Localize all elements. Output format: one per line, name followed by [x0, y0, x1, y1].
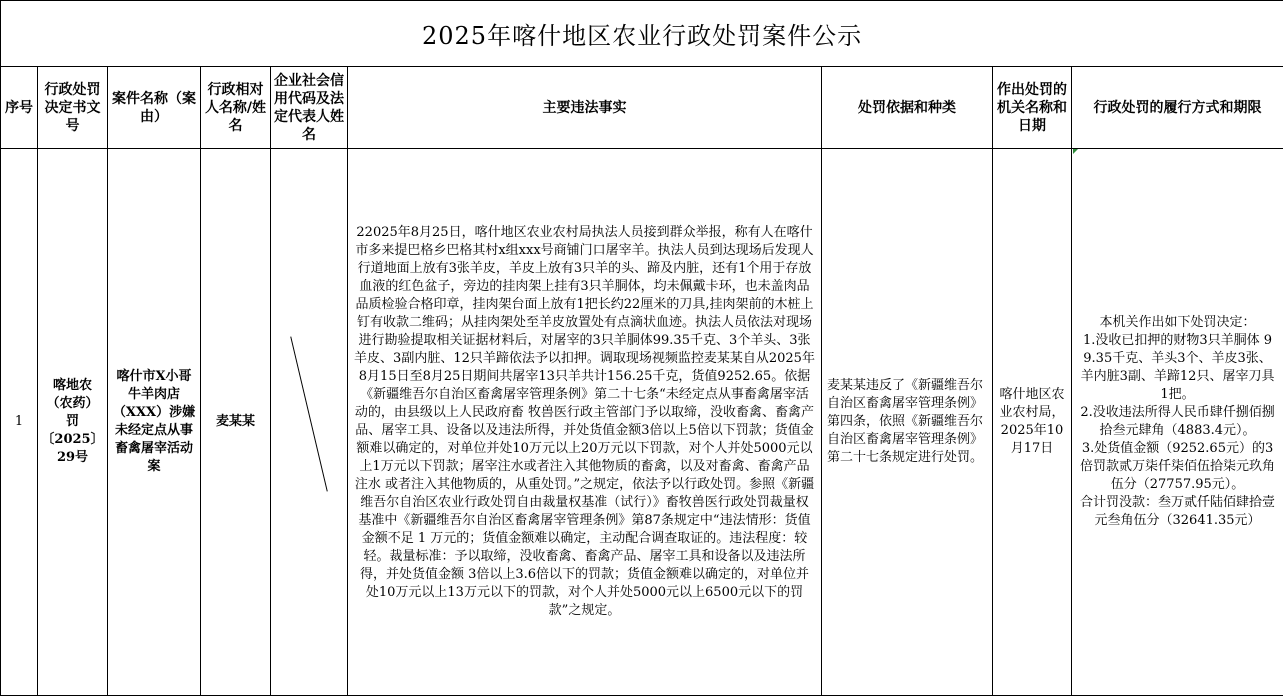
header-party-label: 行政相对人名称/姓名: [201, 81, 270, 135]
header-row: [1, 67, 1283, 149]
header-perform-label: 行政处罚的履行方式和期限: [1072, 99, 1283, 117]
diagonal-slash-mark: [271, 149, 347, 695]
cell-facts: [348, 149, 822, 696]
header-facts-label: 主要违法事实: [348, 99, 821, 117]
header-facts: [348, 67, 822, 149]
perform-line: 3.处货值金额（9252.65元）的3倍罚款贰万柒仟柒佰伍拾柒元玖角伍分（27757.95元）。: [1078, 440, 1277, 494]
header-organ-label: 作出处罚的机关名称和日期: [993, 81, 1071, 135]
header-seq-label: 序号: [1, 99, 37, 117]
cell-case-name: 喀什市X小哥牛羊肉店（XXX）涉嫌未经定点从事畜禽屠宰活动案: [108, 149, 201, 696]
cell-seq: 1: [1, 149, 38, 696]
cell-party: 麦某某: [201, 149, 271, 696]
header-doc-no: [38, 67, 108, 149]
header-case-name: [108, 67, 201, 149]
header-perform: [1072, 67, 1283, 149]
table-row: [1, 149, 1283, 696]
cell-perform: [1072, 149, 1283, 696]
cell-credit-empty: [271, 149, 348, 696]
header-organ: [993, 67, 1072, 149]
header-credit-label: 企业社会信用代码及法定代表人姓名: [271, 72, 347, 144]
header-case-name-label: 案件名称（案由）: [108, 90, 200, 126]
perform-line: 合计罚没款：叁万贰仟陆佰肆拾壹元叁角伍分（32641.35元）: [1078, 494, 1277, 530]
page-title: 2025年喀什地区农业行政处罚案件公示: [1, 1, 1283, 67]
perform-line: 本机关作出如下处罚决定：: [1078, 314, 1277, 332]
cell-basis: 麦某某违反了《新疆维吾尔自治区畜禽屠宰管理条例》第四条，依照《新疆维吾尔自治区畜禽屠宰管理条例》第二十七条规定进行处罚。: [822, 149, 993, 696]
cell-comment-marker-icon: [1073, 149, 1078, 154]
cell-doc-no: 喀地农（农药）罚〔2025〕29号: [38, 149, 108, 696]
header-party: [201, 67, 271, 149]
header-doc-no-label: 行政处罚决定书文号: [38, 81, 107, 135]
facts-text: 22025年8月25日，喀什地区农业农村局执法人员接到群众举报，称有人在喀什市多来提巴格乡巴格其村x组xxx号商铺门口屠宰羊。执法人员到达现场后发现人行道地面上放有3张羊皮，羊皮上放有3只羊的头、蹄及内脏，还有1个用于存放血液的红色盆子，旁边的挂肉架上挂有3只羊胴体，均未佩戴卡环，也未盖肉品品质检验合格印章，挂肉架台面上放有1把长约22厘米的刀具,挂肉架前的木桩上钉有收款二维码；从挂肉架处至羊皮放置处有点滴状血迹。执法人员依法对现场进行勘验提取相关证据材料后，对屠宰的3只羊胴体99.35千克、3个羊头、3张羊皮、3副内脏、12只羊蹄依法予以扣押。调取现场视频监控麦某某自从2025年8月15日至8月25日期间共屠宰13只羊共计156.25千克，货值9252.65。依据《新疆维吾尔自治区畜禽屠宰管理条例》第二十七条“未经定点从事畜禽屠宰活动的，由县级以上人民政府畜 牧兽医行政主管部门予以取缔，没收畜禽、畜禽产品、屠宰工具、设备以及违法所得，并处货值金额3倍以上5倍以下罚款；货值金额难以确定的，对单位并处10万元以上20万元以下罚款，对个人并处5000元以上1万元以下罚款；屠宰注水或者注入其他物质的畜禽，以及对畜禽、畜禽产品注水 或者注入其他物质的，从重处罚。”之规定，依法予以行政处罚。参照《新疆维吾尔自治区农业行政处罚自由裁量权基准（试行）》畜牧兽医行政处罚裁量权基准中《新疆维吾尔自治区畜禽屠宰管理条例》第87条规定中“违法情形：货值金额不足 1 万元的；货值金额难以确定，主动配合调查取证的。违法程度：较轻。裁量标准：予以取缔，没收畜禽、畜禽产品、屠宰工具和设备以及违法所得，并处货值金额 3倍以上3.6倍以下的罚款；货值金额难以确定的，对单位并处10万元以上13万元以下的罚款，对个人并处5000元以上6500元以下的罚款”之规定。: [354, 224, 815, 620]
perform-line: 2.没收违法所得人民币肆仟捌佰捌拾叁元肆角（4883.4元）。: [1078, 404, 1277, 440]
header-basis: [822, 67, 993, 149]
perform-line: 1.没收已扣押的财物3只羊胴体 99.35千克、羊头3个、羊皮3张、羊内脏3副、羊蹄12只、屠宰刀具1把。: [1078, 332, 1277, 404]
header-basis-label: 处罚依据和种类: [822, 99, 992, 117]
header-seq: [1, 67, 38, 149]
header-credit: [271, 67, 348, 149]
cell-organ: 喀什地区农业农村局，2025年10月17日: [993, 149, 1072, 696]
